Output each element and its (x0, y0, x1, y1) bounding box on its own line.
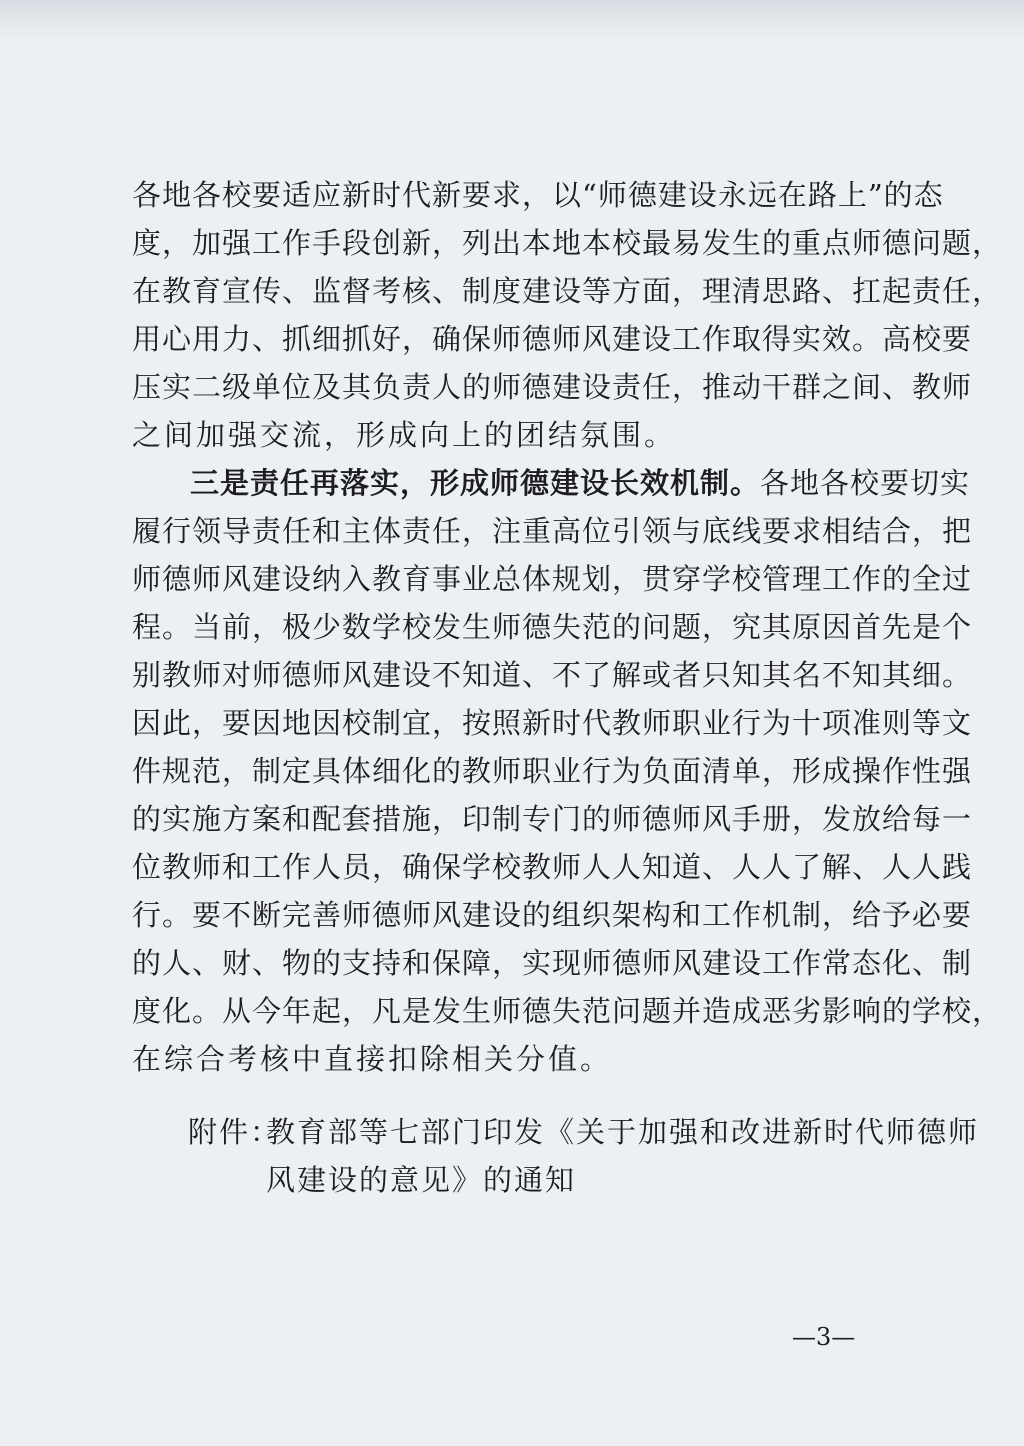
section-heading-rest: 各地各校要切实 (760, 466, 971, 500)
text-line (190, 459, 971, 507)
text-line: 履行领导责任和主体责任，注重高位引领与底线要求相结合，把 (132, 514, 973, 548)
attachment-label: 附件： (188, 1115, 282, 1149)
text-line: 程。当前，极少数学校发生师德失范的问题，究其原因首先是个 (132, 610, 973, 644)
text-line: 件规范，制定具体细化的教师职业行为负面清单，形成操作性强 (132, 754, 973, 788)
text-line: 在教育宣传、监督考核、制度建设等方面，理清思路、扛起责任， (132, 274, 1003, 308)
text-line: 各地各校要适应新时代新要求，以“师德建设永远在路上”的态 (132, 178, 944, 212)
attachment-title-line2: 风建设的意见》的通知 (266, 1163, 577, 1197)
scan-edge-shadow (0, 0, 1024, 40)
text-line: 师德师风建设纳入教育事业总体规划，贯穿学校管理工作的全过 (132, 562, 973, 596)
text-line: 的实施方案和配套措施，印制专门的师德师风手册，发放给每一 (132, 802, 973, 836)
text-line: 之间加强交流，形成向上的团结氛围。 (132, 418, 677, 452)
text-line: 度化。从今年起，凡是发生师德失范问题并造成恶劣影响的学校， (132, 994, 1003, 1028)
text-line: 行。要不断完善师德师风建设的组织架构和工作机制，给予必要 (132, 898, 973, 932)
text-line: 别教师对师德师风建设不知道、不了解或者只知其名不知其细。 (132, 658, 973, 692)
text-line: 用心用力、抓细抓好，确保师德师风建设工作取得实效。高校要 (132, 322, 973, 356)
text-line: 在综合考核中直接扣除相关分值。 (132, 1042, 613, 1076)
text-line: 压实二级单位及其负责人的师德建设责任，推动干群之间、教师 (132, 370, 973, 404)
text-line: 因此，要因地因校制宜，按照新时代教师职业行为十项准则等文 (132, 706, 973, 740)
text-line: 的人、财、物的支持和保障，实现师德师风建设工作常态化、制 (132, 946, 973, 980)
section-heading: 三是责任再落实，形成师德建设长效机制。 (190, 466, 761, 500)
text-line: 位教师和工作人员，确保学校教师人人知道、人人了解、人人践 (132, 850, 973, 884)
page-number: —3— (792, 1323, 856, 1351)
attachment-title-line1: 教育部等七部门印发《关于加强和改进新时代师德师 (266, 1115, 980, 1149)
text-line: 度，加强工作手段创新，列出本地本校最易发生的重点师德问题， (132, 226, 1003, 260)
